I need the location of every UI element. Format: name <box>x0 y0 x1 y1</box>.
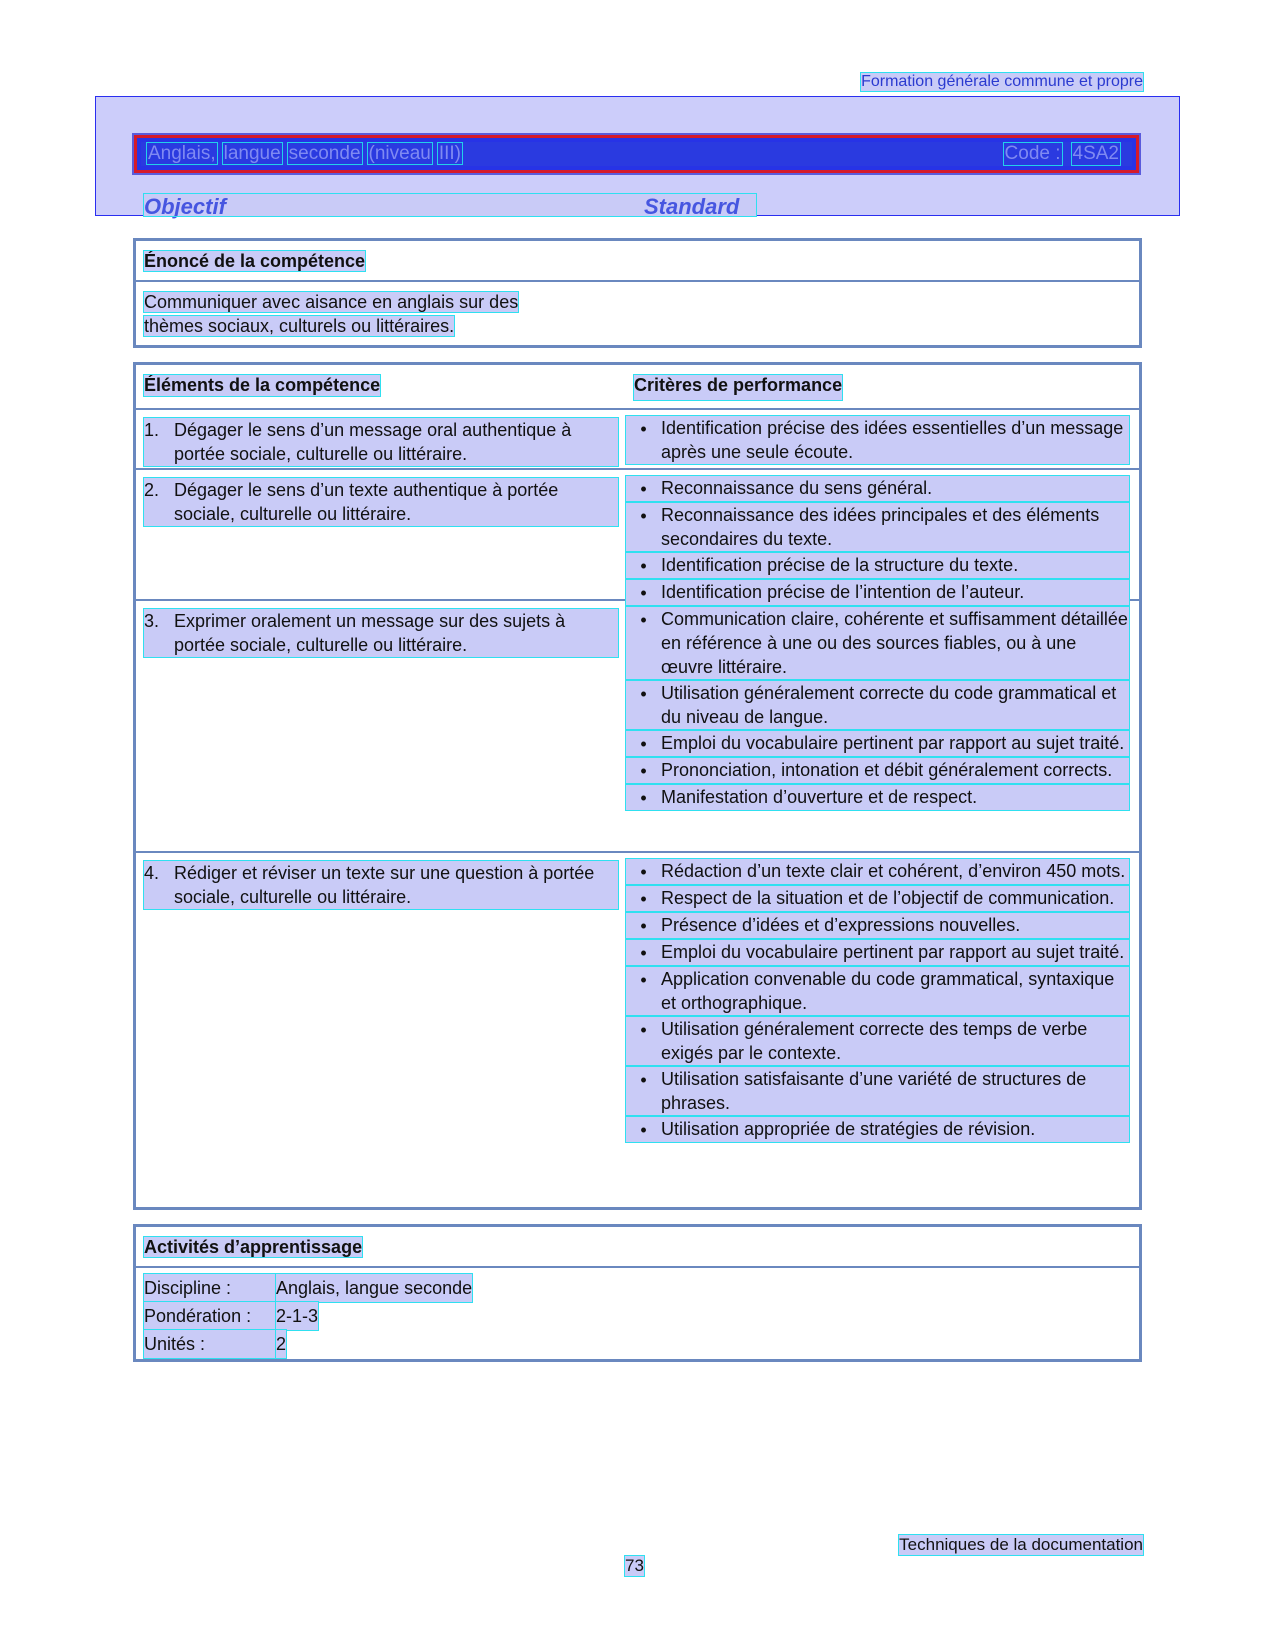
element-row <box>136 410 1139 470</box>
criterion-text: Reconnaissance des idées principales et des éléments secondaires du texte. <box>661 505 1100 549</box>
criterion-item <box>626 1117 1129 1142</box>
bullet: • <box>640 916 647 936</box>
criterion-text: Identification précise de la structure du texte. <box>661 555 1019 575</box>
elements-heading: Éléments de la compétence <box>144 375 381 395</box>
bullet: • <box>640 788 647 808</box>
criterion-item <box>626 1067 1129 1115</box>
ponderation-value: 2-1-3 <box>276 1302 318 1330</box>
criterion-item <box>626 967 1129 1015</box>
criterion-text: Prononciation, intonation et débit généralement corrects. <box>661 760 1113 780</box>
bullet: • <box>640 862 647 882</box>
criterion-text: Respect de la situation et de l’objectif de communication. <box>661 888 1115 908</box>
bullet: • <box>640 479 647 499</box>
criterion-item <box>626 731 1129 756</box>
code-value: 4SA2 <box>1072 143 1119 164</box>
bullet: • <box>640 1020 647 1040</box>
activites-heading: Activités d’apprentissage <box>144 1237 363 1257</box>
criterion-text: Rédaction d’un texte clair et cohérent, d’environ 450 mots. <box>661 861 1126 881</box>
discipline-label: Discipline : <box>144 1274 276 1302</box>
unites-label: Unités : <box>144 1330 276 1358</box>
bullet: • <box>640 419 647 439</box>
criterion-item <box>626 1017 1129 1065</box>
course-title-word: III) <box>438 143 462 164</box>
criterion-item <box>626 913 1129 938</box>
criterion-text: Utilisation généralement correcte du code grammatical et du niveau de langue. <box>661 683 1117 727</box>
criterion-text: Reconnaissance du sens général. <box>661 478 933 498</box>
element-row <box>136 601 1139 853</box>
page-number: 73 <box>625 1556 644 1575</box>
bullet: • <box>640 761 647 781</box>
enonce-heading: Énoncé de la compétence <box>144 251 366 271</box>
element-number: 1. <box>144 420 160 440</box>
course-title-word: seconde <box>288 143 361 164</box>
criterion-item <box>626 416 1129 464</box>
element-text: Exprimer oralement un message sur des sujets à portée sociale, culturelle ou littéraire. <box>144 609 618 657</box>
unites-row <box>144 1330 1131 1358</box>
bullet: • <box>640 943 647 963</box>
element-number: 4. <box>144 863 160 883</box>
code-label: Code : <box>1004 143 1061 164</box>
objectif-standard-row <box>144 194 756 219</box>
bullet: • <box>640 1070 647 1090</box>
criterion-item <box>626 940 1129 965</box>
criterion-text: Utilisation appropriée de stratégies de révision. <box>661 1119 1036 1139</box>
enonce-box <box>133 238 1142 348</box>
course-code <box>1004 143 1126 165</box>
criterion-text: Identification précise de l’intention de l’auteur. <box>661 582 1025 602</box>
program-header: Formation générale commune et propre <box>861 73 1143 90</box>
enonce-line: thèmes sociaux, culturels ou littéraires. <box>144 316 455 336</box>
criterion-item <box>626 476 1129 501</box>
element-row <box>136 853 1139 1148</box>
bullet: • <box>640 889 647 909</box>
criterion-item <box>626 607 1129 679</box>
objectif-label: Objectif <box>144 194 226 219</box>
bullet: • <box>640 734 647 754</box>
criterion-text: Identification précise des idées essentielles d’un message après une seule écoute. <box>661 418 1124 462</box>
criterion-item <box>626 553 1129 578</box>
criterion-text: Utilisation généralement correcte des temps de verbe exigés par le contexte. <box>661 1019 1088 1063</box>
discipline-row <box>144 1274 1131 1302</box>
course-title-word: Anglais, <box>148 143 216 164</box>
standard-label: Standard <box>644 194 740 219</box>
elements-box <box>133 362 1142 1210</box>
unites-value: 2 <box>276 1330 286 1358</box>
criterion-text: Emploi du vocabulaire pertinent par rapport au sujet traité. <box>661 733 1125 753</box>
criterion-item <box>626 859 1129 884</box>
criterion-text: Manifestation d’ouverture et de respect. <box>661 787 978 807</box>
footer-title: Techniques de la documentation <box>899 1535 1143 1554</box>
criterion-text: Communication claire, cohérente et suffisamment détaillée en référence à une ou des sources fiables, ou à une œuvre littéraire. <box>661 609 1128 677</box>
discipline-value: Anglais, langue seconde <box>276 1274 472 1302</box>
criteria-heading: Critères de performance <box>634 375 842 400</box>
criterion-item <box>626 886 1129 911</box>
criterion-item <box>626 758 1129 783</box>
course-title <box>147 143 468 165</box>
criterion-text: Emploi du vocabulaire pertinent par rapport au sujet traité. <box>661 942 1125 962</box>
criterion-item <box>626 503 1129 551</box>
title-band <box>95 96 1180 219</box>
bullet: • <box>640 1120 647 1140</box>
element-number: 2. <box>144 480 160 500</box>
element-row <box>136 470 1139 601</box>
criterion-text: Application convenable du code grammatical, syntaxique et orthographique. <box>661 969 1115 1013</box>
course-title-bar <box>134 135 1139 173</box>
element-text: Rédiger et réviser un texte sur une question à portée sociale, culturelle ou littéraire. <box>144 861 618 909</box>
ponderation-label: Pondération : <box>144 1302 276 1330</box>
activites-box <box>133 1224 1142 1362</box>
bullet: • <box>640 506 647 526</box>
enonce-line: Communiquer avec aisance en anglais sur des <box>144 292 519 312</box>
criterion-text: Présence d’idées et d’expressions nouvelles. <box>661 915 1021 935</box>
element-text: Dégager le sens d’un texte authentique à portée sociale, culturelle ou littéraire. <box>144 478 618 526</box>
bullet: • <box>640 583 647 603</box>
course-title-word: (niveau <box>368 143 431 164</box>
criterion-item <box>626 785 1129 810</box>
course-title-word: langue <box>223 143 281 164</box>
ponderation-row <box>144 1302 1131 1330</box>
bullet: • <box>640 556 647 576</box>
criterion-item <box>626 681 1129 729</box>
element-number: 3. <box>144 611 160 631</box>
bullet: • <box>640 684 647 704</box>
criterion-text: Utilisation satisfaisante d’une variété de structures de phrases. <box>661 1069 1087 1113</box>
bullet: • <box>640 970 647 990</box>
bullet: • <box>640 610 647 630</box>
element-text: Dégager le sens d’un message oral authentique à portée sociale, culturelle ou littéraire. <box>144 418 618 466</box>
